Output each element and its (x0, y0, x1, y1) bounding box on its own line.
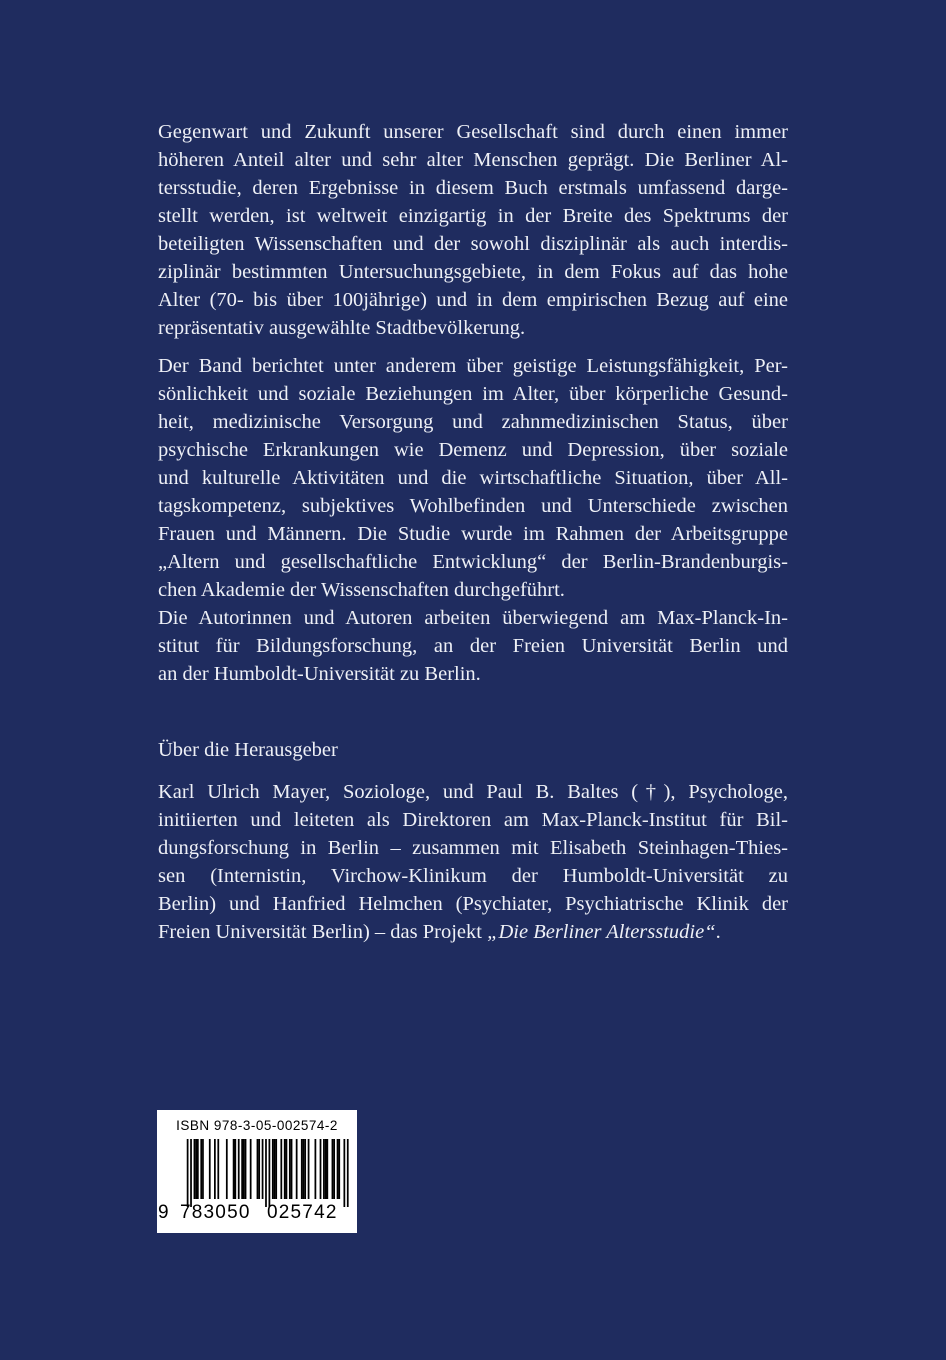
isbn-barcode (157, 1110, 357, 1233)
project-title: „Die Berliner Altersstudie“ (487, 921, 716, 943)
barcode-bar (308, 1139, 310, 1199)
paragraph-3-line: stitut für Bildungsforschung, an der Freien Universität Berlin und (158, 635, 788, 657)
paragraph-1-line: beteiligten Wissenschaften und der sowohl disziplinär als auch interdis- (158, 233, 788, 255)
editors-line: Berlin) und Hanfried Helmchen (Psychiater, Psychiatrische Klinik der (158, 893, 788, 915)
barcode-bar (200, 1139, 202, 1199)
barcode-bar (320, 1139, 322, 1199)
barcode-bar (233, 1139, 235, 1199)
paragraph-2-line: tagskompetenz, subjektives Wohlbefinden und Unterschiede zwischen (158, 495, 788, 517)
barcode-bar (245, 1139, 247, 1199)
paragraph-2-line: sönlichkeit und soziale Beziehungen im Alter, über körperliche Gesund- (158, 383, 788, 405)
barcode-bar (258, 1139, 260, 1199)
barcode-bar (194, 1139, 196, 1199)
barcode-bar (274, 1139, 276, 1199)
barcode-bar (265, 1139, 267, 1207)
barcode-bar (187, 1139, 189, 1207)
barcode-bar (301, 1139, 303, 1199)
barcode-right-group: 025742 (267, 1202, 338, 1223)
barcode-bar (315, 1139, 317, 1199)
paragraph-1-line: stellt werden, ist weltweit einzigartig in der Breite des Spektrums der (158, 205, 788, 227)
editors-line: initiierten und leiteten als Direktoren am Max-Planck-Institut für Bil- (158, 809, 788, 831)
paragraph-1-line: tersstudie, deren Ergebnisse in diesem Buch erstmals umfassend darge- (158, 177, 788, 199)
barcode-bar (323, 1139, 325, 1199)
editors-last-line (158, 918, 788, 946)
editors-last-line-prefix: Freien Universität Berlin) – das Projekt (158, 921, 488, 943)
barcode-left-group: 783050 (180, 1202, 251, 1223)
barcode-bar (269, 1139, 271, 1207)
paragraph-1-line: ziplinär bestimmten Untersuchungsgebiete, in dem Fokus auf das hohe (158, 261, 788, 283)
paragraph-2-line: Der Band berichtet unter anderem über geistige Leistungsfähigkeit, Per- (158, 355, 788, 377)
isbn-label: ISBN 978-3-05-002574-2 (176, 1118, 338, 1133)
barcode-bar (209, 1139, 211, 1199)
barcode-bar (238, 1139, 240, 1199)
barcode-bar (275, 1139, 277, 1199)
barcode-bar (338, 1139, 340, 1199)
editors-line: sen (Internistin, Virchow-Klinikum der Humboldt-Universität zu (158, 865, 788, 887)
barcode-bar (197, 1139, 199, 1199)
paragraph-3-line: Die Autorinnen und Autoren arbeiten überwiegend am Max-Planck-In- (158, 607, 788, 629)
barcode-bar (234, 1139, 236, 1199)
editors-heading: Über die Herausgeber (158, 739, 338, 761)
barcode-bar (272, 1139, 274, 1199)
barcode-bar (195, 1139, 197, 1199)
barcode-bar (325, 1139, 327, 1199)
paragraph-2-line: Frauen und Männern. Die Studie wurde im Rahmen der Arbeitsgruppe (158, 523, 788, 545)
paragraph-2-line: psychische Erkrankungen wie Demenz und Depression, über soziale (158, 439, 788, 461)
editors-line: dungsforschung in Berlin – zusammen mit Elisabeth Steinhagen-Thies- (158, 837, 788, 859)
barcode-bar (296, 1139, 298, 1199)
barcode-first-digit: 9 (158, 1202, 169, 1223)
barcode-bar (250, 1139, 252, 1199)
paragraph-1-line: höheren Anteil alter und sehr alter Menschen geprägt. Die Berliner Al- (158, 149, 788, 171)
paragraph-1-line: Alter (70- bis über 100jährige) und in dem empirischen Bezug auf eine (158, 289, 788, 311)
paragraph-2-line: chen Akademie der Wissenschaften durchgeführt. (158, 579, 565, 601)
barcode-bar (262, 1139, 264, 1199)
barcode-bar (333, 1139, 335, 1199)
editors-last-line-suffix: . (715, 921, 721, 943)
paragraph-2-line: „Altern und gesellschaftliche Entwicklung“ der Berlin-Brandenburgis- (158, 551, 788, 573)
barcode-bar (347, 1139, 349, 1207)
paragraph-1-line: Gegenwart und Zukunft unserer Gesellschaft sind durch einen immer (158, 121, 788, 143)
barcode-bar (217, 1139, 219, 1199)
paragraph-1-line: repräsentativ ausgewählte Stadtbevölkerung. (158, 317, 526, 339)
barcode-bar (289, 1139, 291, 1199)
paragraph-2-line: und kulturelle Aktivitäten und die wirtschaftliche Situation, über All- (158, 467, 788, 489)
barcode-bar (202, 1139, 204, 1199)
barcode-bar (214, 1139, 216, 1199)
barcode-bar (284, 1139, 286, 1199)
barcode-bar (303, 1139, 305, 1199)
barcode-bar (332, 1139, 334, 1199)
barcode-bar (257, 1139, 259, 1199)
paragraph-2-line: heit, medizinische Versorgung und zahnmedizinischen Status, über (158, 411, 788, 433)
barcode-bar (326, 1139, 328, 1199)
barcode-bar (304, 1139, 306, 1199)
editors-line: Karl Ulrich Mayer, Soziologe, und Paul B. Baltes (†), Psychologe, (158, 781, 788, 803)
barcode-bar (291, 1139, 293, 1199)
barcode-bar (241, 1139, 243, 1199)
barcode-bar (337, 1139, 339, 1199)
paragraph-3-line: an der Humboldt-Universität zu Berlin. (158, 663, 481, 685)
barcode-bar (280, 1139, 282, 1199)
barcode-bar (286, 1139, 288, 1199)
barcode-bar (243, 1139, 245, 1199)
barcode-bar (343, 1139, 345, 1207)
barcode-bar (190, 1139, 192, 1207)
barcode-bar (226, 1139, 228, 1199)
